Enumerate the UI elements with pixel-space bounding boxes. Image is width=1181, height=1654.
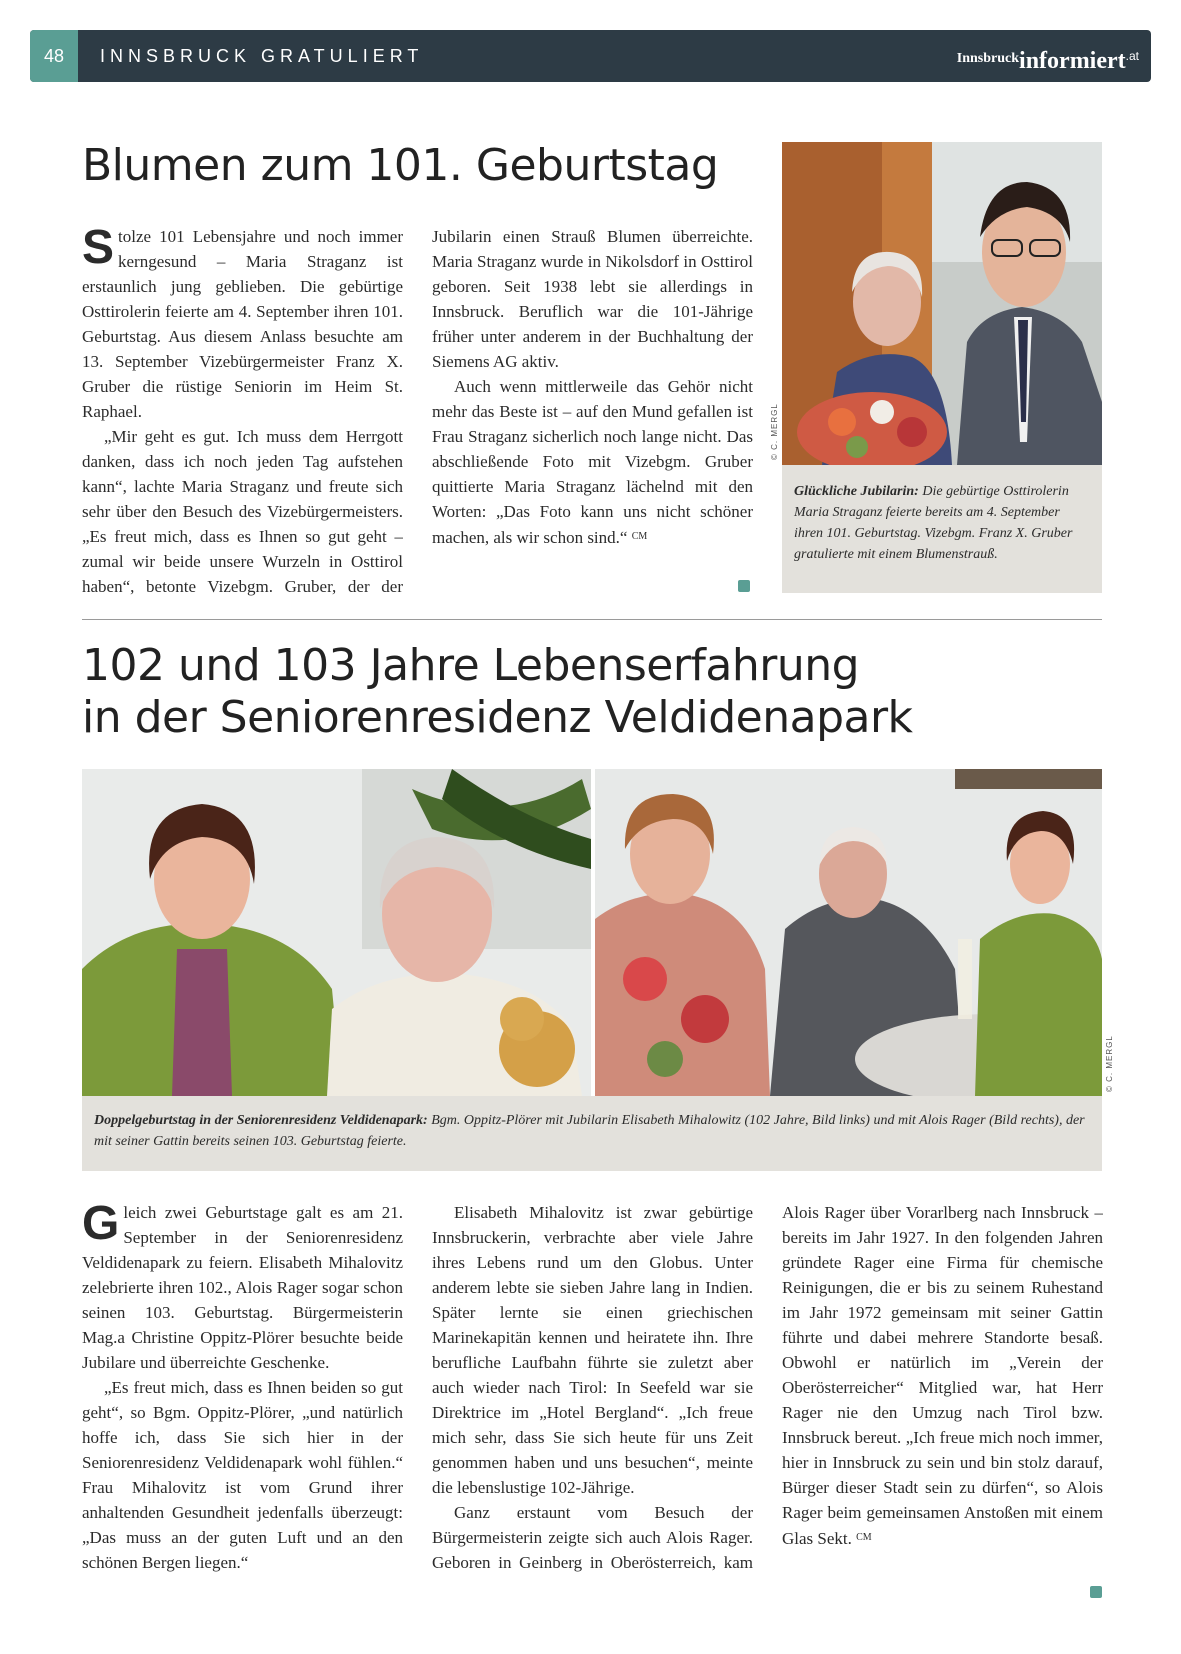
article2-column-3-flow (782, 1200, 1103, 1551)
article2-paragraph: „Es freut mich, dass es Ihnen beiden so gut geht“, so Bgm. Oppitz-Plörer, „und natürlich hoffe ich, dass Sie sich hier in der Seniorenresidenz Veldidenapark wohl fühlen.“ Frau Mihalovitz ist vom Grund ihrer anhaltenden Gesundheit jedenfalls überzeugt: „Das muss an der guten Luft und an den schönen Bergen liegen.“ (82, 1378, 403, 1572)
logo-tld: .at (1125, 49, 1139, 63)
page-header (30, 30, 1151, 82)
article2-paragraph-text: Ganz erstaunt vom Besuch der Bürgermeisterin zeigte sich auch Alois Rager. Geboren in Geinberg in Oberösterreich, kam (432, 1503, 753, 1572)
caption-bold: Glückliche Jubilarin: (794, 484, 919, 499)
photo-illustration (782, 142, 1102, 465)
logo-main-text: informiert (1019, 48, 1126, 74)
article-end-marker (738, 580, 750, 592)
article1-paragraph (432, 374, 753, 550)
article-end-marker (1090, 1586, 1102, 1598)
article2-column-2 (432, 1200, 753, 1600)
photo-illustration (82, 769, 591, 1096)
caption-text: Die gebürtige Osttirolerin Maria Straganz feierte bereits am 4. September ihren 101. Geburtstag. Vizebgm. Franz X. Gruber gratulierte mit einem Blumenstrauß. (794, 484, 1073, 562)
article1-paragraph-text: „Mir geht es gut. Ich muss dem Herrgott danken, dass ich noch jeden Tag aufstehen kann“, lachte Maria Straganz und freute sich sehr über den Besuch des Vizebürgermeisters. „Es freut mich, dass es Ihnen so gut geht – zumal wir beide unsere Wurzeln in Osttirol haben“, betonte Vizebgm. Gruber, der der (82, 427, 403, 596)
page-number: 48 (30, 30, 78, 82)
article2-column-3 (782, 1200, 1103, 1600)
article2-paragraph-continued (782, 1200, 1103, 1551)
caption-text: Bgm. Oppitz-Plörer mit Jubilarin Elisabeth Mihalowitz (102 Jahre, Bild links) und mit Alois Rager (Bild rechts), der mit seiner Gattin bereits seinen 103. Geburtstag feierte. (94, 1113, 1085, 1149)
photo-jubilarin-gruber (782, 142, 1102, 465)
section-title: INNSBRUCK GRATULIERT (100, 46, 424, 66)
photo-caption (782, 465, 1102, 593)
article1-paragraph: Stolze 101 Lebensjahre und noch immer kerngesund – Maria Straganz ist erstaunlich jung geblieben. Die gebürtige Osttirolerin feierte am 4. September ihren 101. Geburtstag. Aus diesem Anlass besuchte am 13. September Vizebürgermeister Franz X. Gruber die rüstige Seniorin im Heim St. Raphael. (82, 224, 403, 421)
article1-column-2-flow (432, 224, 753, 550)
photo-credit: © C. MERGL (1105, 1035, 1114, 1092)
magazine-logo (957, 30, 1139, 82)
article1-paragraph-continued: Jubilarin einen Strauß Blumen überreichte. Maria Straganz wurde in Nikolsdorf in Osttirol geboren. Seit 1938 lebt sie allerdings in Innsbruck. Beruflich war die 101-Jährige früher unter anderem in der Buchhaltung der Siemens AG aktiv. (432, 227, 753, 371)
logo-small-text: Innsbruck (956, 51, 1020, 66)
photo-caption (82, 1096, 1102, 1171)
article2-title-line-1: 102 und 103 Jahre Lebenserfahrung (82, 640, 860, 691)
article2-title-line-2: in der Seniorenresidenz Veldidenapark (82, 692, 913, 743)
article2-title (82, 640, 913, 744)
article1-column-2 (432, 224, 753, 604)
section-divider (82, 619, 1102, 620)
article2-paragraph: Gleich zwei Geburtstage galt es am 21. September in der Seniorenresidenz Veldidenapark zu feiern. Elisabeth Mihalovitz zelebrierte ihren 102., Alois Rager sogar schon seinen 103. Geburtstag. Bürgermeisterin Mag.a Christine Oppitz-Plörer besuchte beide Jubilare und überreichte Geschenke. (82, 1200, 403, 1372)
article2-paragraph: Elisabeth Mihalovitz ist zwar gebürtige Innsbruckerin, verbrachte aber viele Jahre ihres Lebens rund um den Globus. Unter anderem lebte sie sieben Jahre lang in Indien. Später lernte sie einen griechischen Marinekapitän kennen und heiratete ihn. Ihre berufliche Laufbahn führte sie zuletzt aber auch wieder nach Tirol: In Seefeld war sie Direktrice im „Hotel Bergland“. „Ich freue mich sehr, dass Sie sich heute für uns Zeit genommen haben und uns besuchen“, meinte die lebenslustige 102-Jährige. (432, 1203, 753, 1497)
article1-paragraph-text: Auch wenn mittlerweile das Gehör nicht mehr das Beste ist – auf den Mund gefallen ist Frau Straganz sicherlich noch lange nicht. Das abschließende Foto mit Vizebgm. Gruber quittierte Maria Straganz lächelnd mit den Worten: „Das Foto kann uns nicht schöner machen, als wir schon sind.“ (432, 377, 753, 547)
photo-credit: © C. MERGL (770, 403, 779, 460)
photo-oppitz-rager (595, 769, 1102, 1096)
article2-paragraph (432, 1500, 753, 1575)
article2-column-1 (82, 1200, 403, 1600)
article1-column-1 (82, 224, 403, 604)
author-tag: CM (856, 1532, 872, 1543)
photo-oppitz-mihalowitz (82, 769, 591, 1096)
article1-paragraph (82, 424, 403, 599)
article2-paragraph-text: Alois Rager über Vorarlberg nach Innsbruck – bereits im Jahr 1927. In den folgenden Jahren gründete Rager eine Firma für chemische Reinigungen, die er bis zu seinem Ruhestand im Jahr 1972 gemeinsam mit seiner Gattin führte und dabei mehrere Standorte besaß. Obwohl er natürlich im „Verein der Oberösterreicher“ Mitglied war, hat Herr Rager nie den Umzug nach Tirol bzw. Innsbruck bereut. „Ich freue mich noch immer, hier in Innsbruck zu sein und bin stolz darauf, Bürger dieser Stadt sein zu dürfen“, so Alois Rager beim gemeinsamen Anstoßen mit einem Glas Sekt. (782, 1203, 1103, 1548)
caption-bold: Doppelgeburtstag in der Seniorenresidenz Veldidenapark: (94, 1113, 428, 1128)
author-tag: CM (631, 531, 648, 542)
photo-illustration (595, 769, 1102, 1096)
article1-title: Blumen zum 101. Geburtstag (82, 140, 719, 191)
